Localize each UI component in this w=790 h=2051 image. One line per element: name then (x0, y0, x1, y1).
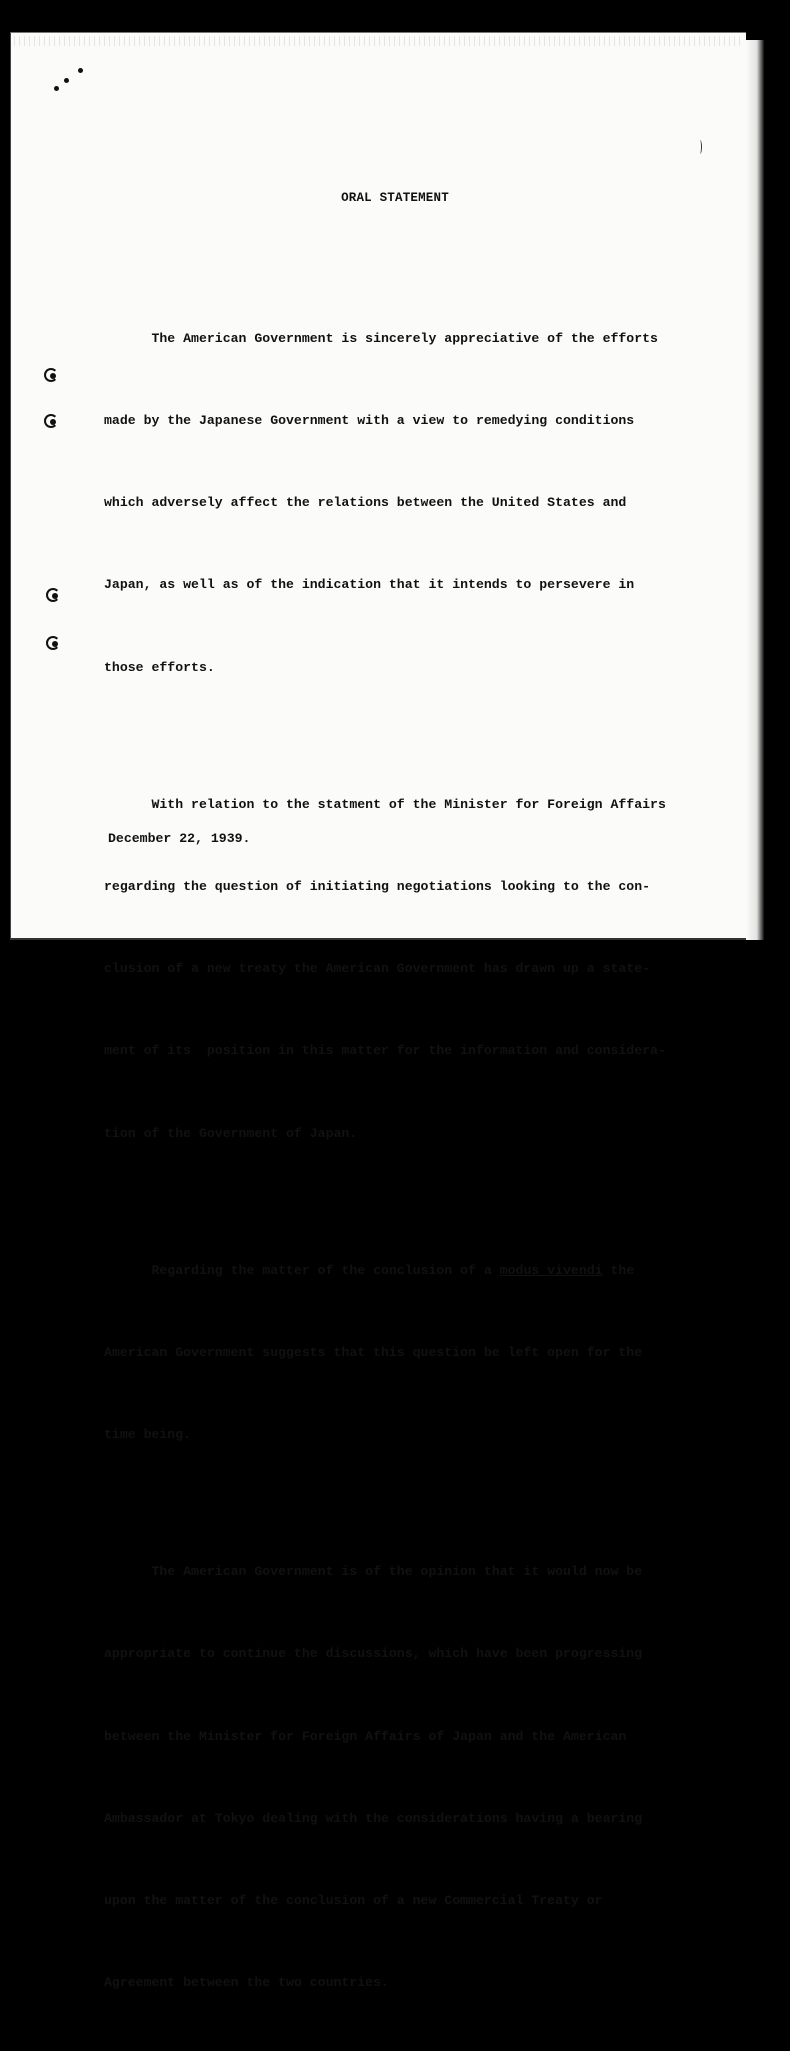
text-line: The American Government is sincerely appreciative of the efforts (104, 330, 658, 346)
ink-mark (64, 78, 69, 83)
punch-hole-icon (44, 368, 58, 382)
text-line: regarding the question of initiating negotiations looking to the con- (104, 878, 651, 894)
text-line: between the Minister for Foreign Affairs of Japan and the American (104, 1728, 627, 1744)
text-segment: the (602, 1262, 635, 1278)
ink-mark (78, 68, 83, 73)
punch-hole-icon (46, 636, 60, 650)
text-segment: Regarding the matter of the conclusion of a (104, 1262, 500, 1278)
text-line: made by the Japanese Government with a view to remedying conditions (104, 413, 635, 429)
text-line: With relation to the statment of the Minister for Foreign Affairs (104, 796, 666, 812)
paragraph-3 (104, 1202, 704, 1503)
document-body (104, 270, 704, 2051)
text-line: The American Government is of the opinion that it would now be (104, 1564, 643, 1580)
page-curl-mark (698, 140, 702, 154)
text-line: clusion of a new treaty the American Government has drawn up a state- (104, 961, 651, 977)
text-line: appropriate to continue the discussions, which have been progressing (104, 1646, 643, 1662)
punch-hole-icon (46, 588, 60, 602)
paragraph-2 (104, 736, 704, 1202)
text-line: time being. (104, 1427, 192, 1443)
underlined-term: modus vivendi (499, 1262, 603, 1278)
punch-hole-icon (44, 414, 58, 428)
text-line: Ambassador at Tokyo dealing with the considerations having a bearing (104, 1810, 643, 1826)
text-line: Agreement between the two countries. (104, 1975, 389, 1991)
text-line: American Government suggests that this question be left open for the (104, 1344, 643, 1360)
scan-speckle (14, 36, 744, 46)
paragraph-4 (104, 1503, 704, 2051)
page-edge-shadow (746, 40, 764, 940)
text-line: tion of the Government of Japan. (104, 1125, 358, 1141)
text-line: those efforts. (104, 659, 215, 675)
document-title: ORAL STATEMENT (341, 191, 449, 205)
text-line: ment of its position in this matter for the information and considera- (104, 1043, 666, 1059)
document-date: December 22, 1939. (108, 831, 251, 846)
text-line: Japan, as well as of the indication that it intends to persevere in (104, 577, 635, 593)
ink-mark (54, 86, 59, 91)
paragraph-1 (104, 270, 704, 736)
text-line: which adversely affect the relations between the United States and (104, 495, 627, 511)
text-line: upon the matter of the conclusion of a new Commercial Treaty or (104, 1892, 603, 1908)
text-line (104, 1257, 704, 1284)
